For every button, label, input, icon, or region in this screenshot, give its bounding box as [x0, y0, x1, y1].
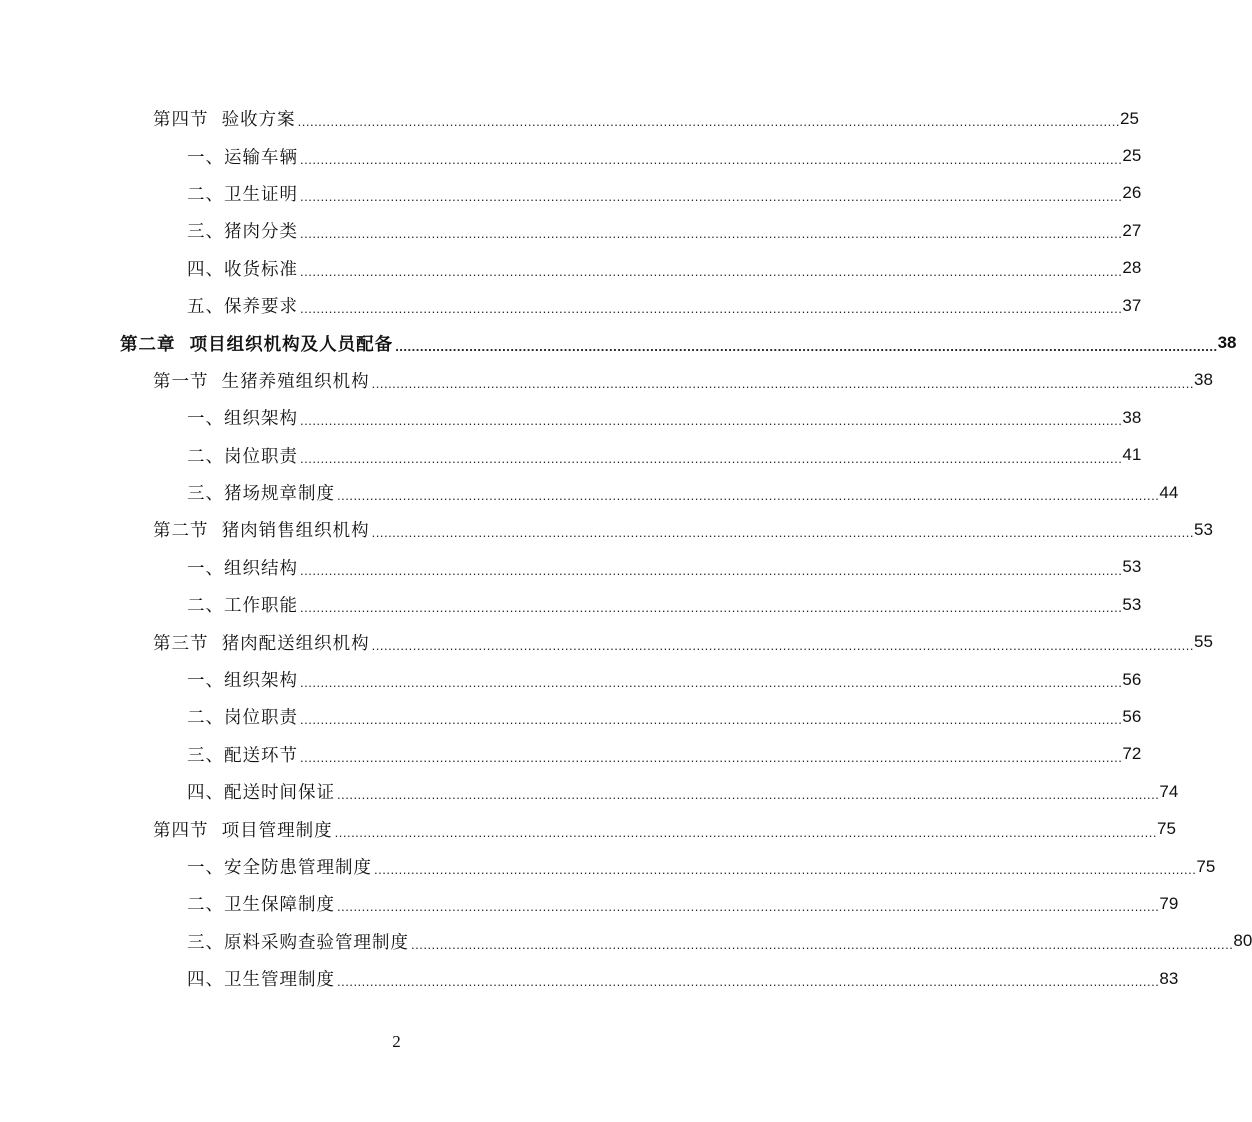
- toc-dot-leader: ........................................................................................................................................................................................................: [334, 824, 1157, 840]
- toc-section-entry[interactable]: [0, 100, 1139, 137]
- toc-entry-page: 44: [1159, 482, 1179, 502]
- toc-dot-leader: ........................................................................................................................................................................................................: [297, 114, 1120, 130]
- toc-section-entry[interactable]: [0, 810, 1176, 847]
- toc-dot-leader: ........................................................................................................................................................................................................: [337, 974, 1160, 990]
- toc-entry-page: 27: [1122, 220, 1142, 240]
- toc-entry-title: 四、卫生管理制度: [187, 970, 335, 991]
- toc-entry-page: 41: [1122, 445, 1142, 465]
- toc-entry-title: 二、卫生保障制度: [187, 895, 335, 916]
- toc-dot-leader: ........................................................................................................................................................................................................: [337, 787, 1160, 803]
- toc-entry-title: 二、工作职能: [187, 596, 298, 617]
- toc-section-entry[interactable]: [0, 362, 1213, 399]
- toc-dot-leader: ........................................................................................................................................................................................................: [300, 749, 1123, 765]
- toc-entry-page: 75: [1157, 819, 1176, 839]
- toc-entry-title: 二、岗位职责: [187, 446, 298, 467]
- table-of-contents: [0, 100, 1252, 997]
- toc-entry-title: 一、组织架构: [187, 671, 298, 692]
- toc-entry-title: 第二节 猪肉销售组织机构: [153, 521, 370, 542]
- toc-entry-page: 80: [1233, 931, 1252, 951]
- toc-entry-page: 55: [1194, 632, 1213, 652]
- toc-item-entry[interactable]: [0, 586, 1142, 623]
- toc-item-entry[interactable]: [0, 399, 1142, 436]
- toc-entry-page: 75: [1196, 856, 1216, 876]
- toc-dot-leader: ........................................................................................................................................................................................................: [300, 413, 1123, 429]
- toc-item-entry[interactable]: [0, 923, 1252, 960]
- toc-entry-page: 28: [1122, 258, 1142, 278]
- toc-entry-page: 38: [1217, 333, 1237, 353]
- toc-dot-leader: ........................................................................................................................................................................................................: [411, 936, 1234, 952]
- toc-item-entry[interactable]: [0, 698, 1142, 735]
- toc-section-entry[interactable]: [0, 623, 1213, 660]
- toc-entry-title: 二、岗位职责: [187, 708, 298, 729]
- toc-entry-title: 三、原料采购查验管理制度: [187, 932, 409, 953]
- toc-item-entry[interactable]: [0, 661, 1142, 698]
- toc-entry-page: 83: [1159, 968, 1179, 988]
- toc-dot-leader: ........................................................................................................................................................................................................: [300, 450, 1123, 466]
- toc-entry-title: 第四节 验收方案: [153, 110, 296, 131]
- toc-item-entry[interactable]: [0, 960, 1179, 997]
- toc-item-entry[interactable]: [0, 287, 1142, 324]
- toc-entry-title: 四、配送时间保证: [187, 783, 335, 804]
- toc-entry-page: 56: [1122, 669, 1142, 689]
- toc-section-entry[interactable]: [0, 511, 1213, 548]
- toc-entry-title: 二、卫生证明: [187, 184, 298, 205]
- toc-entry-page: 53: [1194, 519, 1213, 539]
- toc-dot-leader: ........................................................................................................................................................................................................: [300, 301, 1123, 317]
- toc-item-entry[interactable]: [0, 474, 1179, 511]
- toc-entry-title: 三、猪肉分类: [187, 222, 298, 243]
- toc-item-entry[interactable]: [0, 175, 1142, 212]
- toc-entry-page: 53: [1122, 557, 1142, 577]
- toc-dot-leader: ........................................................................................................................................................................................................: [337, 899, 1160, 915]
- toc-entry-page: 79: [1159, 893, 1179, 913]
- toc-entry-title: 三、配送环节: [187, 745, 298, 766]
- toc-entry-title: 四、收货标准: [187, 259, 298, 280]
- toc-dot-leader: ........................................................................................................................................................................................................: [371, 525, 1194, 541]
- toc-dot-leader: ........................................................................................................................................................................................................: [300, 600, 1123, 616]
- toc-entry-page: 38: [1122, 407, 1142, 427]
- toc-entry-title: 第四节 项目管理制度: [153, 820, 333, 841]
- toc-entry-title: 一、组织结构: [187, 558, 298, 579]
- toc-item-entry[interactable]: [0, 848, 1216, 885]
- toc-entry-page: 38: [1194, 370, 1213, 390]
- toc-entry-page: 26: [1122, 183, 1142, 203]
- toc-entry-page: 25: [1120, 108, 1139, 128]
- toc-chapter-entry[interactable]: [0, 324, 1237, 361]
- toc-entry-title: 三、猪场规章制度: [187, 484, 335, 505]
- toc-item-entry[interactable]: [0, 736, 1142, 773]
- toc-item-entry[interactable]: [0, 250, 1142, 287]
- toc-entry-page: 53: [1122, 594, 1142, 614]
- toc-dot-leader: ........................................................................................................................................................................................................: [300, 151, 1123, 167]
- toc-dot-leader: ........................................................................................................................................................................................................: [371, 637, 1194, 653]
- toc-dot-leader: ........................................................................................................................................................................................................: [300, 675, 1123, 691]
- toc-dot-leader: ........................................................................................................................................................................................................: [300, 562, 1123, 578]
- toc-dot-leader: ........................................................................................................................................................................................................: [337, 488, 1160, 504]
- toc-entry-title: 一、安全防患管理制度: [187, 858, 372, 878]
- toc-entry-title: 五、保养要求: [187, 297, 298, 318]
- toc-dot-leader: ........................................................................................................................................................................................................: [300, 226, 1123, 242]
- toc-entry-page: 72: [1122, 744, 1142, 764]
- toc-dot-leader: ........................................................................................................................................................................................................: [300, 188, 1123, 204]
- toc-dot-leader: ........................................................................................................................................................................................................: [300, 712, 1123, 728]
- toc-entry-title: 一、运输车辆: [187, 147, 298, 168]
- toc-item-entry[interactable]: [0, 885, 1179, 922]
- toc-item-entry[interactable]: [0, 773, 1179, 810]
- toc-item-entry[interactable]: [0, 137, 1142, 174]
- toc-dot-leader: ........................................................................................................................................................................................................: [395, 338, 1218, 354]
- toc-entry-title: 第三节 猪肉配送组织机构: [153, 633, 370, 654]
- toc-entry-page: 74: [1159, 781, 1179, 801]
- toc-item-entry[interactable]: [0, 549, 1142, 586]
- page-number: 2: [392, 1032, 401, 1051]
- toc-entry-page: 25: [1122, 146, 1142, 166]
- toc-entry-title: 第二章 项目组织机构及人员配备: [120, 334, 394, 355]
- toc-entry-title: 第一节 生猪养殖组织机构: [153, 371, 370, 392]
- toc-item-entry[interactable]: [0, 212, 1142, 249]
- toc-entry-page: 56: [1122, 706, 1142, 726]
- toc-dot-leader: ........................................................................................................................................................................................................: [371, 375, 1194, 391]
- toc-dot-leader: ........................................................................................................................................................................................................: [300, 263, 1123, 279]
- toc-item-entry[interactable]: [0, 437, 1142, 474]
- toc-entry-title: 一、组织架构: [187, 409, 298, 430]
- toc-dot-leader: ........................................................................................................................................................................................................: [374, 862, 1197, 877]
- toc-entry-page: 37: [1122, 295, 1142, 315]
